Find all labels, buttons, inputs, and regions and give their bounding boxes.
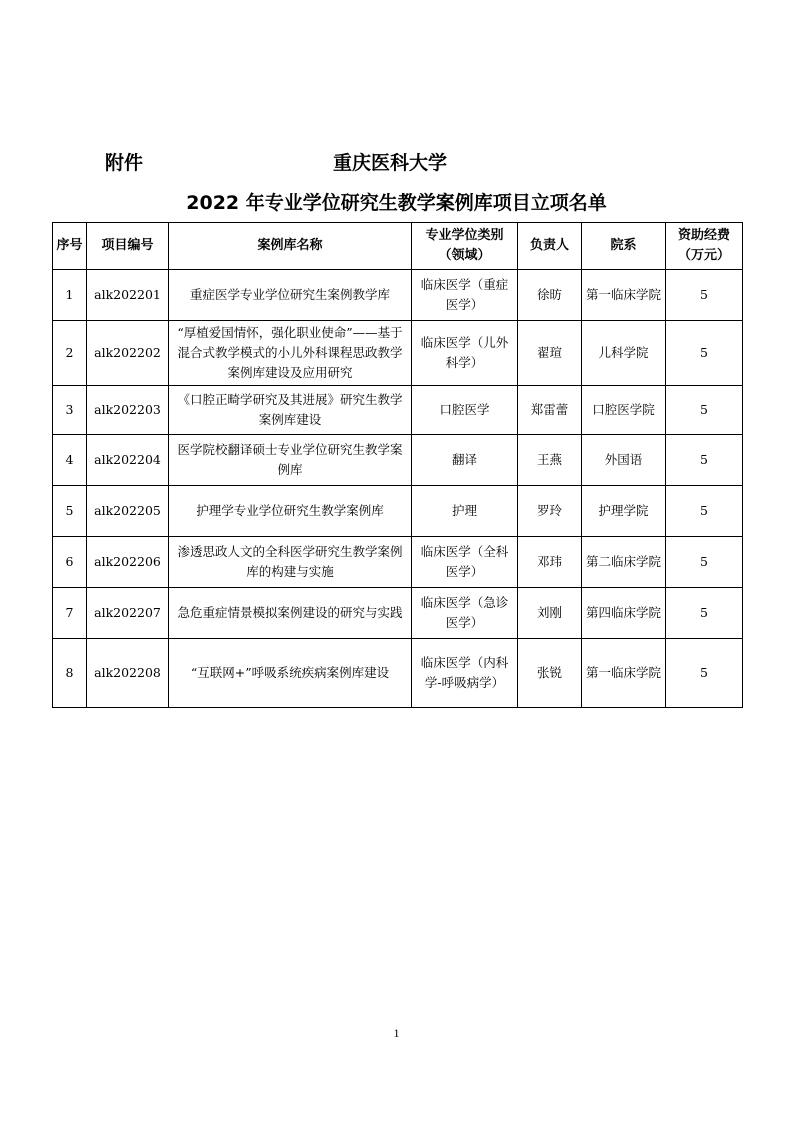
col-header-leader: 负责人 (518, 223, 582, 270)
cell-dept: 第一临床学院 (582, 270, 666, 321)
cell-name: “互联网+”呼吸系统疾病案例库建设 (169, 639, 412, 708)
col-header-category: 专业学位类别（领域） (412, 223, 518, 270)
col-header-funding: 资助经费（万元） (666, 223, 743, 270)
document-title: 2022 年专业学位研究生教学案例库项目立项名单 (186, 192, 607, 214)
cell-leader: 翟瑄 (518, 321, 582, 386)
cell-no: 2 (53, 321, 87, 386)
table-row (53, 435, 743, 486)
cell-leader: 王燕 (518, 435, 582, 486)
cell-code: alk202206 (87, 537, 169, 588)
cell-code: alk202205 (87, 486, 169, 537)
cell-funding: 5 (666, 537, 743, 588)
cell-code: alk202204 (87, 435, 169, 486)
project-table (52, 222, 743, 708)
cell-category: 翻译 (412, 435, 518, 486)
cell-funding: 5 (666, 486, 743, 537)
cell-leader: 徐昉 (518, 270, 582, 321)
cell-no: 3 (53, 386, 87, 435)
col-header-code: 项目编号 (87, 223, 169, 270)
cell-no: 8 (53, 639, 87, 708)
cell-name: 医学院校翻译硕士专业学位研究生教学案例库 (169, 435, 412, 486)
cell-category: 临床医学（重症医学） (412, 270, 518, 321)
cell-dept: 口腔医学院 (582, 386, 666, 435)
cell-name: 重症医学专业学位研究生案例教学库 (169, 270, 412, 321)
page-number: 1 (393, 1026, 400, 1040)
col-header-dept: 院系 (582, 223, 666, 270)
cell-code: alk202202 (87, 321, 169, 386)
cell-funding: 5 (666, 386, 743, 435)
cell-no: 7 (53, 588, 87, 639)
col-header-no: 序号 (53, 223, 87, 270)
cell-code: alk202208 (87, 639, 169, 708)
col-header-name: 案例库名称 (169, 223, 412, 270)
cell-category: 口腔医学 (412, 386, 518, 435)
cell-no: 1 (53, 270, 87, 321)
cell-name: 护理学专业学位研究生教学案例库 (169, 486, 412, 537)
attachment-label: 附件 (105, 152, 144, 174)
university-name: 重庆医科大学 (333, 152, 448, 174)
cell-leader: 邓玮 (518, 537, 582, 588)
table-row (53, 537, 743, 588)
cell-category: 护理 (412, 486, 518, 537)
cell-no: 4 (53, 435, 87, 486)
header-line (105, 148, 705, 176)
cell-code: alk202203 (87, 386, 169, 435)
cell-category: 临床医学（急诊医学） (412, 588, 518, 639)
table-row (53, 639, 743, 708)
table-row (53, 588, 743, 639)
cell-no: 5 (53, 486, 87, 537)
cell-category: 临床医学（儿外科学） (412, 321, 518, 386)
cell-name: 《口腔正畸学研究及其进展》研究生教学案例库建设 (169, 386, 412, 435)
cell-funding: 5 (666, 321, 743, 386)
cell-name: 渗透思政人文的全科医学研究生教学案例库的构建与实施 (169, 537, 412, 588)
cell-funding: 5 (666, 435, 743, 486)
cell-dept: 第二临床学院 (582, 537, 666, 588)
table-row (53, 486, 743, 537)
cell-code: alk202207 (87, 588, 169, 639)
cell-dept: 外国语 (582, 435, 666, 486)
cell-leader: 郑雷蕾 (518, 386, 582, 435)
cell-funding: 5 (666, 588, 743, 639)
cell-category: 临床医学（内科学-呼吸病学） (412, 639, 518, 708)
cell-funding: 5 (666, 639, 743, 708)
cell-dept: 第四临床学院 (582, 588, 666, 639)
cell-name: “厚植爱国情怀，强化职业使命”——基于混合式教学模式的小儿外科课程思政教学案例库建设及应用研究 (169, 321, 412, 386)
table-header-row (53, 223, 743, 270)
cell-dept: 护理学院 (582, 486, 666, 537)
cell-name: 急危重症情景模拟案例建设的研究与实践 (169, 588, 412, 639)
cell-funding: 5 (666, 270, 743, 321)
cell-category: 临床医学（全科医学） (412, 537, 518, 588)
table-row (53, 321, 743, 386)
cell-dept: 儿科学院 (582, 321, 666, 386)
table-row (53, 270, 743, 321)
cell-no: 6 (53, 537, 87, 588)
table-row (53, 386, 743, 435)
cell-leader: 刘刚 (518, 588, 582, 639)
cell-code: alk202201 (87, 270, 169, 321)
cell-leader: 张锐 (518, 639, 582, 708)
cell-dept: 第一临床学院 (582, 639, 666, 708)
cell-leader: 罗玲 (518, 486, 582, 537)
